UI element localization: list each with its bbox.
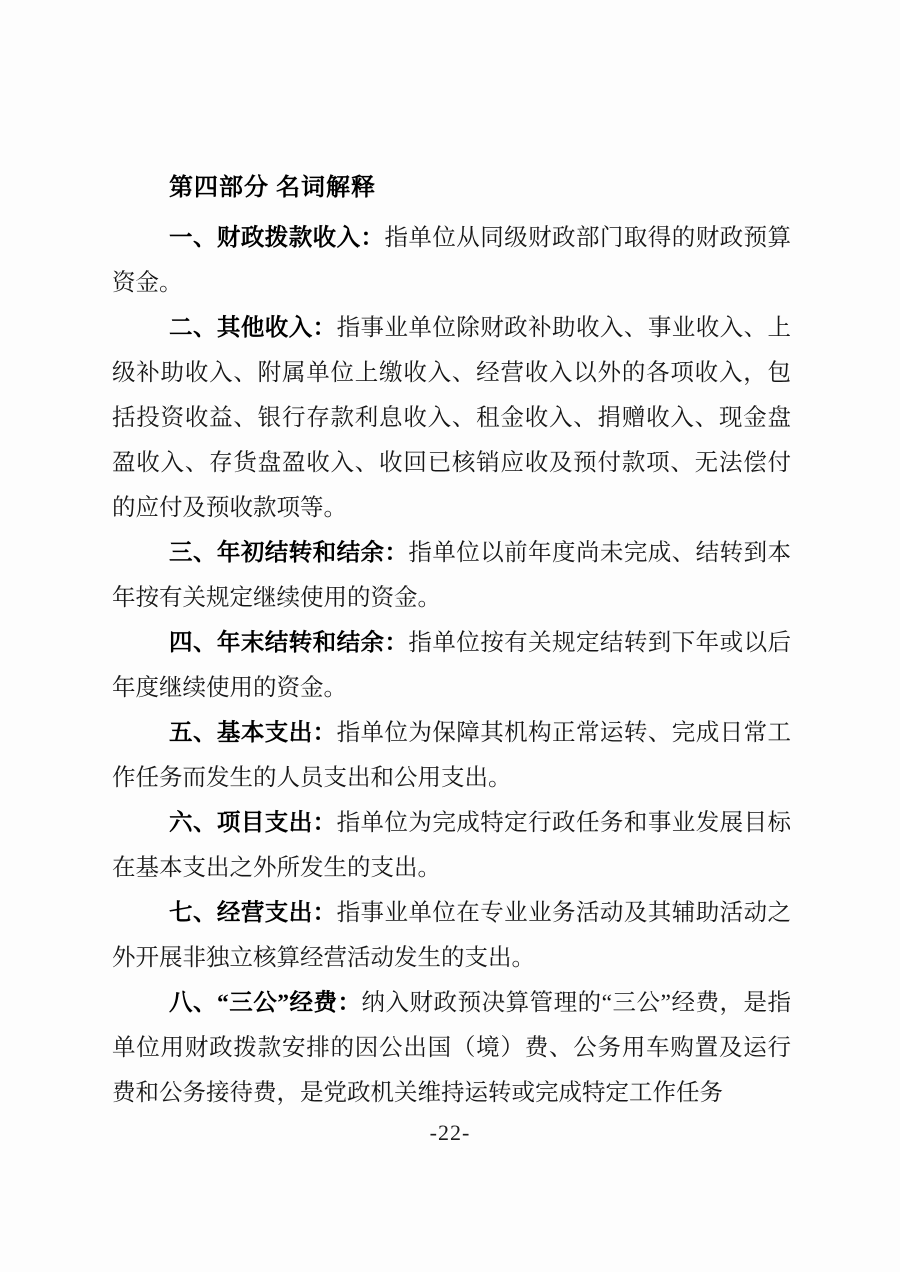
- section-heading: 第四部分 名词解释: [169, 175, 376, 201]
- page-content: [112, 166, 791, 1116]
- term-label-2: 二、其他收入：: [169, 315, 337, 341]
- glossary-item-8: [112, 981, 791, 1116]
- glossary-item-4: [112, 621, 791, 711]
- term-label-1: 一、财政拨款收入：: [169, 225, 385, 251]
- term-label-5: 五、基本支出：: [169, 720, 337, 746]
- term-label-3: 三、年初结转和结余：: [169, 540, 409, 566]
- glossary-item-2: [112, 306, 791, 531]
- term-definition-1: 指单位从同级财政部门取得的财政预算资金。: [112, 225, 792, 296]
- term-label-8: 八、“三公”经费：: [169, 990, 362, 1016]
- term-label-6: 六、项目支出：: [169, 810, 337, 836]
- glossary-item-6: [112, 801, 791, 891]
- term-definition-6: 指单位为完成特定行政任务和事业发展目标在基本支出之外所发生的支出。: [112, 810, 792, 881]
- glossary-item-1: [112, 216, 791, 306]
- glossary-item-5: [112, 711, 791, 801]
- glossary-item-3: [112, 531, 791, 621]
- glossary-item-7: [112, 891, 791, 981]
- term-definition-7: 指事业单位在专业业务活动及其辅助活动之外开展非独立核算经营活动发生的支出。: [112, 900, 792, 971]
- term-definition-8: 纳入财政预决算管理的“三公”经费，是指单位用财政拨款安排的因公出国（境）费、公务用车购置及运行费和公务接待费，是党政机关维持运转或完成特定工作任务: [112, 990, 791, 1106]
- page-number: -22-: [429, 1120, 471, 1145]
- term-label-7: 七、经营支出：: [169, 900, 337, 926]
- term-definition-5: 指单位为保障其机构正常运转、完成日常工作任务而发生的人员支出和公用支出。: [112, 720, 792, 791]
- term-label-4: 四、年末结转和结余：: [169, 630, 409, 656]
- term-definition-2: 指事业单位除财政补助收入、事业收入、上级补助收入、附属单位上缴收入、经营收入以外的各项收入，包括投资收益、银行存款利息收入、租金收入、捐赠收入、现金盘盈收入、存货盘盈收入、收回已核销应收及预付款项、无法偿付的应付及预收款项等。: [112, 315, 792, 521]
- term-definition-4: 指单位按有关规定结转到下年或以后年度继续使用的资金。: [112, 630, 792, 701]
- term-definition-3: 指单位以前年度尚未完成、结转到本年按有关规定继续使用的资金。: [112, 540, 792, 611]
